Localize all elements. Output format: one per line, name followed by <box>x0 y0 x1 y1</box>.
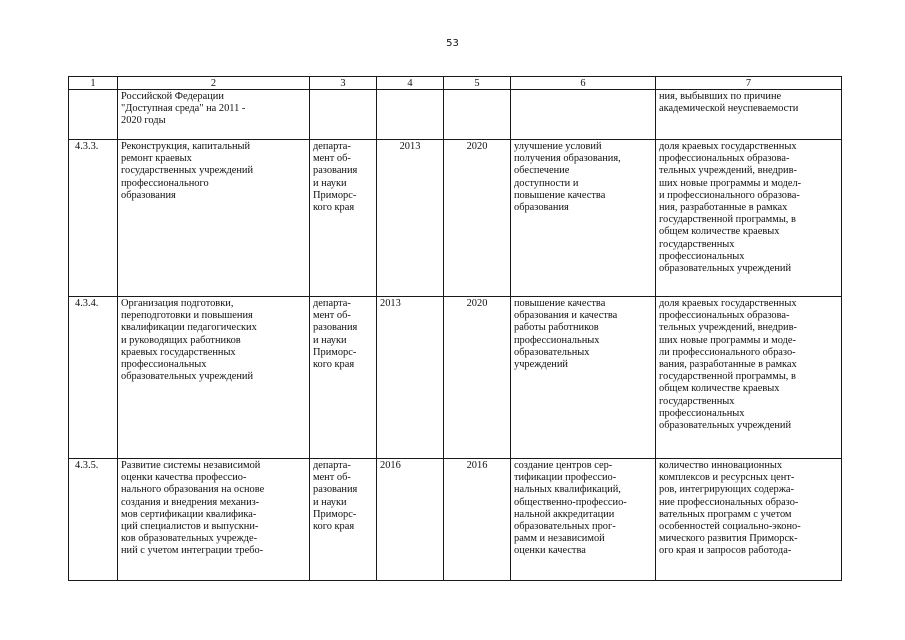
cell-text-line: департа- <box>313 460 351 471</box>
cell-text-line: повышение качества <box>514 189 606 201</box>
continuation-name-cell <box>118 90 310 140</box>
cell-text-line: мического развития Приморск- <box>659 533 798 545</box>
cell-text-line: ний с учетом интеграции требо- <box>121 545 264 557</box>
end-year: 2016 <box>444 459 511 581</box>
cell-text-line: образовательных учреждений <box>659 420 792 432</box>
cell-text-line: нального образования на основе <box>121 484 265 496</box>
result-cell <box>511 297 656 459</box>
continuation-executor-cell <box>310 90 377 140</box>
cell-text-line: департа- <box>313 141 351 152</box>
continuation-end-cell <box>444 90 511 140</box>
cell-text-line: образования <box>514 202 569 214</box>
cell-text-line: ого края и запросов работода- <box>659 545 792 557</box>
cell-text-line: "Доступная среда" на 2011 - <box>121 103 246 115</box>
cell-text-line: квалификации педагогических <box>121 322 257 334</box>
cell-text-line: создания и внедрения механиз- <box>121 496 260 508</box>
program-table <box>68 76 842 581</box>
cell-text-line: переподготовки и повышения <box>121 310 253 322</box>
cell-text-line: ров, интегрирующих содержа- <box>659 484 795 496</box>
cell-text-line: ремонт краевых <box>121 153 192 165</box>
result-cell <box>511 140 656 297</box>
measure-name-cell <box>118 297 310 459</box>
cell-text-line: профессиональных <box>121 359 207 371</box>
cell-text-line: профессиональных образова- <box>659 310 790 322</box>
cell-text-line: количество инновационных <box>659 460 783 471</box>
cell-text-line: и науки <box>313 334 347 346</box>
header-cell-6: 6 <box>511 77 656 90</box>
cell-text-line: ния, выбывших по причине <box>659 91 782 102</box>
header-cell-1: 1 <box>69 77 118 90</box>
table-row <box>69 459 842 581</box>
cell-text-line: профессиональных <box>659 250 745 262</box>
cell-text-line: образования и качества <box>514 310 618 322</box>
cell-text-line: государственных <box>659 395 735 407</box>
cell-text-line: Российской Федерации <box>121 91 224 102</box>
cell-text-line: оценки качества <box>514 545 586 557</box>
cell-text-line: мов сертификации квалифика- <box>121 508 257 520</box>
cell-text-line: и руководящих работников <box>121 334 241 346</box>
cell-text-line: нальной аккредитации <box>514 508 615 520</box>
cell-text-line: Развитие системы независимой <box>121 460 261 471</box>
cell-text-line: обеспечение <box>514 165 570 177</box>
cell-text-line: государственных <box>659 238 735 250</box>
cell-text-line: департа- <box>313 298 351 309</box>
cell-text-line: ций специалистов и выпускни- <box>121 521 259 533</box>
table-row <box>69 140 842 297</box>
continuation-indicator-cell <box>656 90 842 140</box>
continuation-number-cell <box>69 90 118 140</box>
cell-text-line: профессионального <box>121 177 209 189</box>
cell-text-line: профессиональных <box>659 407 745 419</box>
cell-text-line: оценки качества профессио- <box>121 472 247 484</box>
cell-text-line: нальных квалификаций, <box>514 484 621 496</box>
continuation-start-cell <box>377 90 444 140</box>
cell-text-line: учреждений <box>514 359 568 371</box>
header-cell-4: 4 <box>377 77 444 90</box>
header-row <box>69 77 842 90</box>
cell-text-line: Приморс- <box>313 189 357 201</box>
cell-text-line: общем количестве краевых <box>659 383 780 395</box>
cell-text-line: образовательных прог- <box>514 521 616 533</box>
cell-text-line: улучшение условий <box>514 141 602 152</box>
cell-text-line: повышение качества <box>514 298 606 309</box>
header-cell-7: 7 <box>656 77 842 90</box>
cell-text-line: и профессионального образова- <box>659 189 800 201</box>
cell-text-line: государственной программы, в <box>659 214 796 226</box>
cell-text-line: мент об- <box>313 472 351 484</box>
cell-text-line: краевых государственных <box>121 346 236 358</box>
start-year: 2013 <box>377 297 444 459</box>
page-number: 53 <box>446 38 459 49</box>
cell-text-line: комплексов и ресурсных цент- <box>659 472 795 484</box>
cell-text-line: ли профессионального образо- <box>659 346 796 358</box>
cell-text-line: тельных учреждений, внедрив- <box>659 322 797 334</box>
row-number: 4.3.4. <box>69 297 118 459</box>
end-year: 2020 <box>444 140 511 297</box>
cell-text-line: образовательных учреждений <box>121 371 254 383</box>
cell-text-line: доступности и <box>514 177 579 189</box>
cell-text-line: академической неуспеваемости <box>659 103 799 115</box>
cell-text-line: Организация подготовки, <box>121 298 234 309</box>
cell-text-line: ния, разработанные в рамках <box>659 202 788 214</box>
header-cell-5: 5 <box>444 77 511 90</box>
cell-text-line: кого края <box>313 521 355 533</box>
cell-text-line: ших новые программы и модел- <box>659 177 802 189</box>
continuation-row <box>69 90 842 140</box>
cell-text-line: ших новые программы и моде- <box>659 334 796 346</box>
cell-text-line: государственной программы, в <box>659 371 796 383</box>
executor-cell <box>310 459 377 581</box>
start-year: 2013 <box>377 140 444 297</box>
table-row <box>69 297 842 459</box>
end-year: 2020 <box>444 297 511 459</box>
cell-text-line: Приморс- <box>313 508 357 520</box>
executor-cell <box>310 297 377 459</box>
cell-text-line: разования <box>313 322 358 334</box>
cell-text-line: вательных программ с учетом <box>659 508 792 520</box>
cell-text-line: и науки <box>313 496 347 508</box>
cell-text-line: вания, разработанные в рамках <box>659 359 797 371</box>
cell-text-line: ков образовательных учрежде- <box>121 533 258 545</box>
cell-text-line: общем количестве краевых <box>659 226 780 238</box>
cell-text-line: особенностей социально-эконо- <box>659 521 801 533</box>
cell-text-line: Приморс- <box>313 346 357 358</box>
row-number: 4.3.5. <box>69 459 118 581</box>
cell-text-line: 2020 годы <box>121 115 166 127</box>
cell-text-line: получения образования, <box>514 153 621 165</box>
cell-text-line: доля краевых государственных <box>659 141 797 152</box>
cell-text-line: профессиональных образова- <box>659 153 790 165</box>
cell-text-line: общественно-профессио- <box>514 496 627 508</box>
indicator-cell <box>656 297 842 459</box>
cell-text-line: рамм и независимой <box>514 533 605 545</box>
row-number: 4.3.3. <box>69 140 118 297</box>
measure-name-cell <box>118 459 310 581</box>
header-cell-3: 3 <box>310 77 377 90</box>
cell-text-line: ние профессиональных образо- <box>659 496 799 508</box>
cell-text-line: доля краевых государственных <box>659 298 797 309</box>
cell-text-line: образования <box>121 189 176 201</box>
continuation-result-cell <box>511 90 656 140</box>
cell-text-line: образовательных учреждений <box>659 263 792 275</box>
start-year: 2016 <box>377 459 444 581</box>
indicator-cell <box>656 140 842 297</box>
cell-text-line: создание центров сер- <box>514 460 613 471</box>
cell-text-line: образовательных <box>514 346 590 358</box>
header-cell-2: 2 <box>118 77 310 90</box>
cell-text-line: разования <box>313 484 358 496</box>
cell-text-line: разования <box>313 165 358 177</box>
cell-text-line: кого края <box>313 359 355 371</box>
cell-text-line: кого края <box>313 202 355 214</box>
indicator-cell <box>656 459 842 581</box>
cell-text-line: мент об- <box>313 310 351 322</box>
executor-cell <box>310 140 377 297</box>
measure-name-cell <box>118 140 310 297</box>
cell-text-line: тельных учреждений, внедрив- <box>659 165 797 177</box>
cell-text-line: государственных учреждений <box>121 165 254 177</box>
cell-text-line: мент об- <box>313 153 351 165</box>
cell-text-line: работы работников <box>514 322 599 334</box>
cell-text-line: Реконструкция, капитальный <box>121 141 251 152</box>
cell-text-line: профессиональных <box>514 334 600 346</box>
result-cell <box>511 459 656 581</box>
cell-text-line: и науки <box>313 177 347 189</box>
cell-text-line: тификации профессио- <box>514 472 617 484</box>
